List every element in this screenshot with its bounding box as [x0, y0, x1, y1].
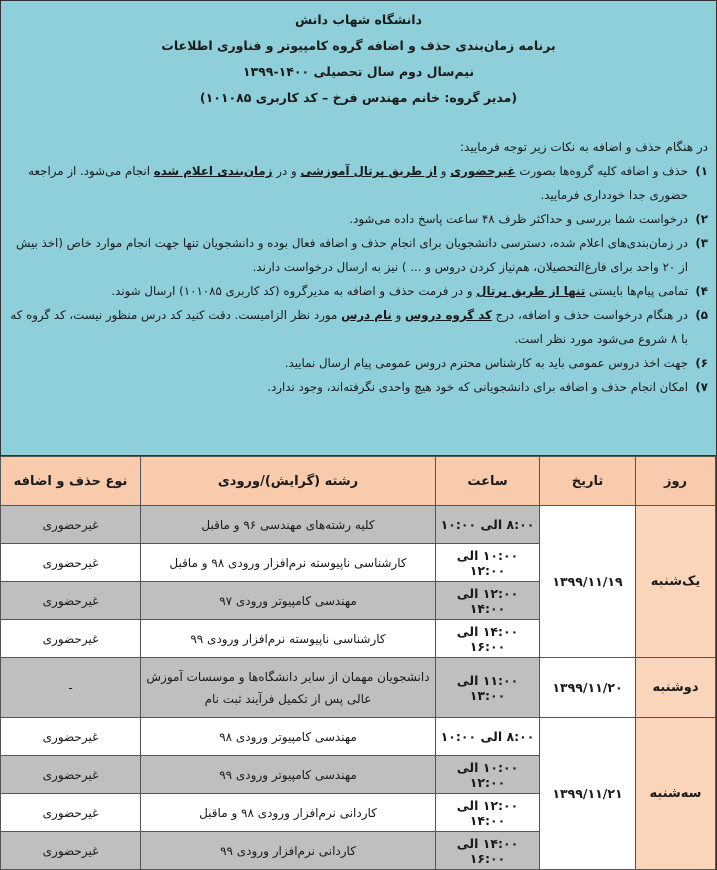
type-cell: غیرحضوری: [1, 794, 141, 832]
note-number: ۳): [695, 236, 708, 250]
table-header-row: [1, 457, 716, 506]
day-cell: دوشنبه: [636, 658, 716, 718]
emphasis-text: تنها از طریق پرتال: [476, 284, 586, 298]
notes-intro: در هنگام حذف و اضافه به نکات زیر توجه فرمایید:: [459, 140, 708, 154]
note-item: [9, 159, 708, 207]
type-cell: غیرحضوری: [1, 506, 141, 544]
date-cell: ۱۳۹۹/۱۱/۱۹: [540, 506, 636, 658]
column-header-date: تاریخ: [540, 457, 636, 506]
time-cell: ۱۰:۰۰ الی ۱۲:۰۰: [436, 756, 540, 794]
field-cell: مهندسی کامپیوتر ورودی ۹۷: [141, 582, 436, 620]
note-text: در هنگام درخواست حذف و اضافه، درج کد گروه دروس و نام درس مورد نظر الزامیست. دقت کنید کد درس منظور نیست، کد گروه که با ۸ شروع می‌شود مورد نظر است.: [10, 308, 688, 346]
semester-title: نیم‌سال دوم سال تحصیلی ۱۴۰۰-۱۳۹۹: [242, 64, 475, 79]
field-cell: مهندسی کامپیوتر ورودی ۹۹: [141, 756, 436, 794]
time-cell: ۸:۰۰ الی ۱۰:۰۰: [436, 506, 540, 544]
day-cell: یک‌شنبه: [636, 506, 716, 658]
column-header-field: رشته (گرایش)/ورودی: [141, 457, 436, 506]
field-cell: کاردانی نرم‌افزار ورودی ۹۹: [141, 832, 436, 870]
emphasis-text: از طریق پرتال آموزشی: [300, 164, 438, 178]
time-cell: ۱۴:۰۰ الی ۱۶:۰۰: [436, 832, 540, 870]
type-cell: غیرحضوری: [1, 718, 141, 756]
column-header-type: نوع حذف و اضافه: [1, 457, 141, 506]
field-cell: کلیه رشته‌های مهندسی ۹۶ و ماقبل: [141, 506, 436, 544]
note-text: تمامی پیام‌ها بایستی تنها از طریق پرتال و در فرمت حذف و اضافه به مدیرگروه (کد کاربری ۱۰۱۰۸۵) ارسال شوند.: [111, 284, 688, 298]
time-cell: ۱۱:۰۰ الی ۱۳:۰۰: [436, 658, 540, 718]
time-cell: ۱۲:۰۰ الی ۱۴:۰۰: [436, 794, 540, 832]
note-number: ۲): [695, 212, 708, 226]
type-cell: غیرحضوری: [1, 756, 141, 794]
note-item: [9, 351, 708, 375]
time-cell: ۱۲:۰۰ الی ۱۴:۰۰: [436, 582, 540, 620]
note-text: امکان انجام حذف و اضافه برای دانشجویانی که خود هیچ واحدی نگرفته‌اند، وجود ندارد.: [267, 380, 688, 394]
emphasis-text: کد گروه دروس: [405, 308, 492, 322]
column-header-time: ساعت: [436, 457, 540, 506]
note-number: ۵): [695, 308, 708, 322]
emphasis-text: زمان‌بندی اعلام شده: [153, 164, 273, 178]
note-text: در زمان‌بندی‌های اعلام شده، دسترسی دانشجویان برای انجام حذف و اضافه فعال بوده و دانشجویان تنها جهت انجام موارد خاص (اخذ بیش از ۲۰ واحد برای فارغ‌التحصیلان، هم‌نیاز کردن دروس و ... ) نیز به ارسال درخواست دارند.: [15, 236, 688, 274]
type-cell: غیرحضوری: [1, 620, 141, 658]
time-cell: ۱۴:۰۰ الی ۱۶:۰۰: [436, 620, 540, 658]
day-cell: سه‌شنبه: [636, 718, 716, 870]
type-cell: غیرحضوری: [1, 582, 141, 620]
notes-list: [9, 159, 708, 399]
table-row: [1, 506, 716, 544]
program-title: برنامه زمان‌بندی حذف و اضافه گروه کامپیوتر و فناوری اطلاعات: [161, 38, 556, 53]
time-cell: ۸:۰۰ الی ۱۰:۰۰: [436, 718, 540, 756]
field-cell: دانشجویان مهمان از سایر دانشگاه‌ها و موسسات آموزش عالی پس از تکمیل فرآیند ثبت نام: [141, 658, 436, 718]
notice-panel: [1, 1, 716, 456]
note-text: درخواست شما بررسی و حداکثر ظرف ۴۸ ساعت پاسخ داده می‌شود.: [349, 212, 688, 226]
note-number: ۷): [695, 380, 708, 394]
emphasis-text: نام درس: [341, 308, 392, 322]
note-item: [9, 279, 708, 303]
note-text: جهت اخذ دروس عمومی باید به کارشناس محترم دروس عمومی پیام ارسال نمایید.: [284, 356, 688, 370]
schedule-table: [0, 456, 716, 870]
field-cell: کارشناسی ناپیوسته نرم‌افزار ورودی ۹۸ و ماقبل: [141, 544, 436, 582]
note-item: [9, 303, 708, 351]
table-row: [1, 718, 716, 756]
note-number: ۱): [695, 164, 708, 178]
university-name: دانشگاه شهاب دانش: [294, 12, 423, 27]
type-cell: غیرحضوری: [1, 832, 141, 870]
column-header-day: روز: [636, 457, 716, 506]
emphasis-text: غیرحضوری: [450, 164, 516, 178]
field-cell: مهندسی کامپیوتر ورودی ۹۸: [141, 718, 436, 756]
note-item: [9, 375, 708, 399]
note-text: حذف و اضافه کلیه گروه‌ها بصورت غیرحضوری و از طریق پرتال آموزشی و در زمان‌بندی اعلام شده انجام می‌شود. از مراجعه حضوری جدا خودداری فرمایید.: [28, 164, 688, 202]
note-item: [9, 207, 708, 231]
group-manager: (مدیر گروه: خانم مهندس فرخ – کد کاربری ۱۰۱۰۸۵): [199, 90, 518, 105]
field-cell: کارشناسی ناپیوسته نرم‌افزار ورودی ۹۹: [141, 620, 436, 658]
note-number: ۶): [695, 356, 708, 370]
field-cell: کاردانی نرم‌افزار ورودی ۹۸ و ماقبل: [141, 794, 436, 832]
type-cell: غیرحضوری: [1, 544, 141, 582]
date-cell: ۱۳۹۹/۱۱/۲۰: [540, 658, 636, 718]
note-number: ۴): [695, 284, 708, 298]
type-cell: -: [1, 658, 141, 718]
date-cell: ۱۳۹۹/۱۱/۲۱: [540, 718, 636, 870]
time-cell: ۱۰:۰۰ الی ۱۲:۰۰: [436, 544, 540, 582]
note-item: [9, 231, 708, 279]
table-row: [1, 658, 716, 718]
